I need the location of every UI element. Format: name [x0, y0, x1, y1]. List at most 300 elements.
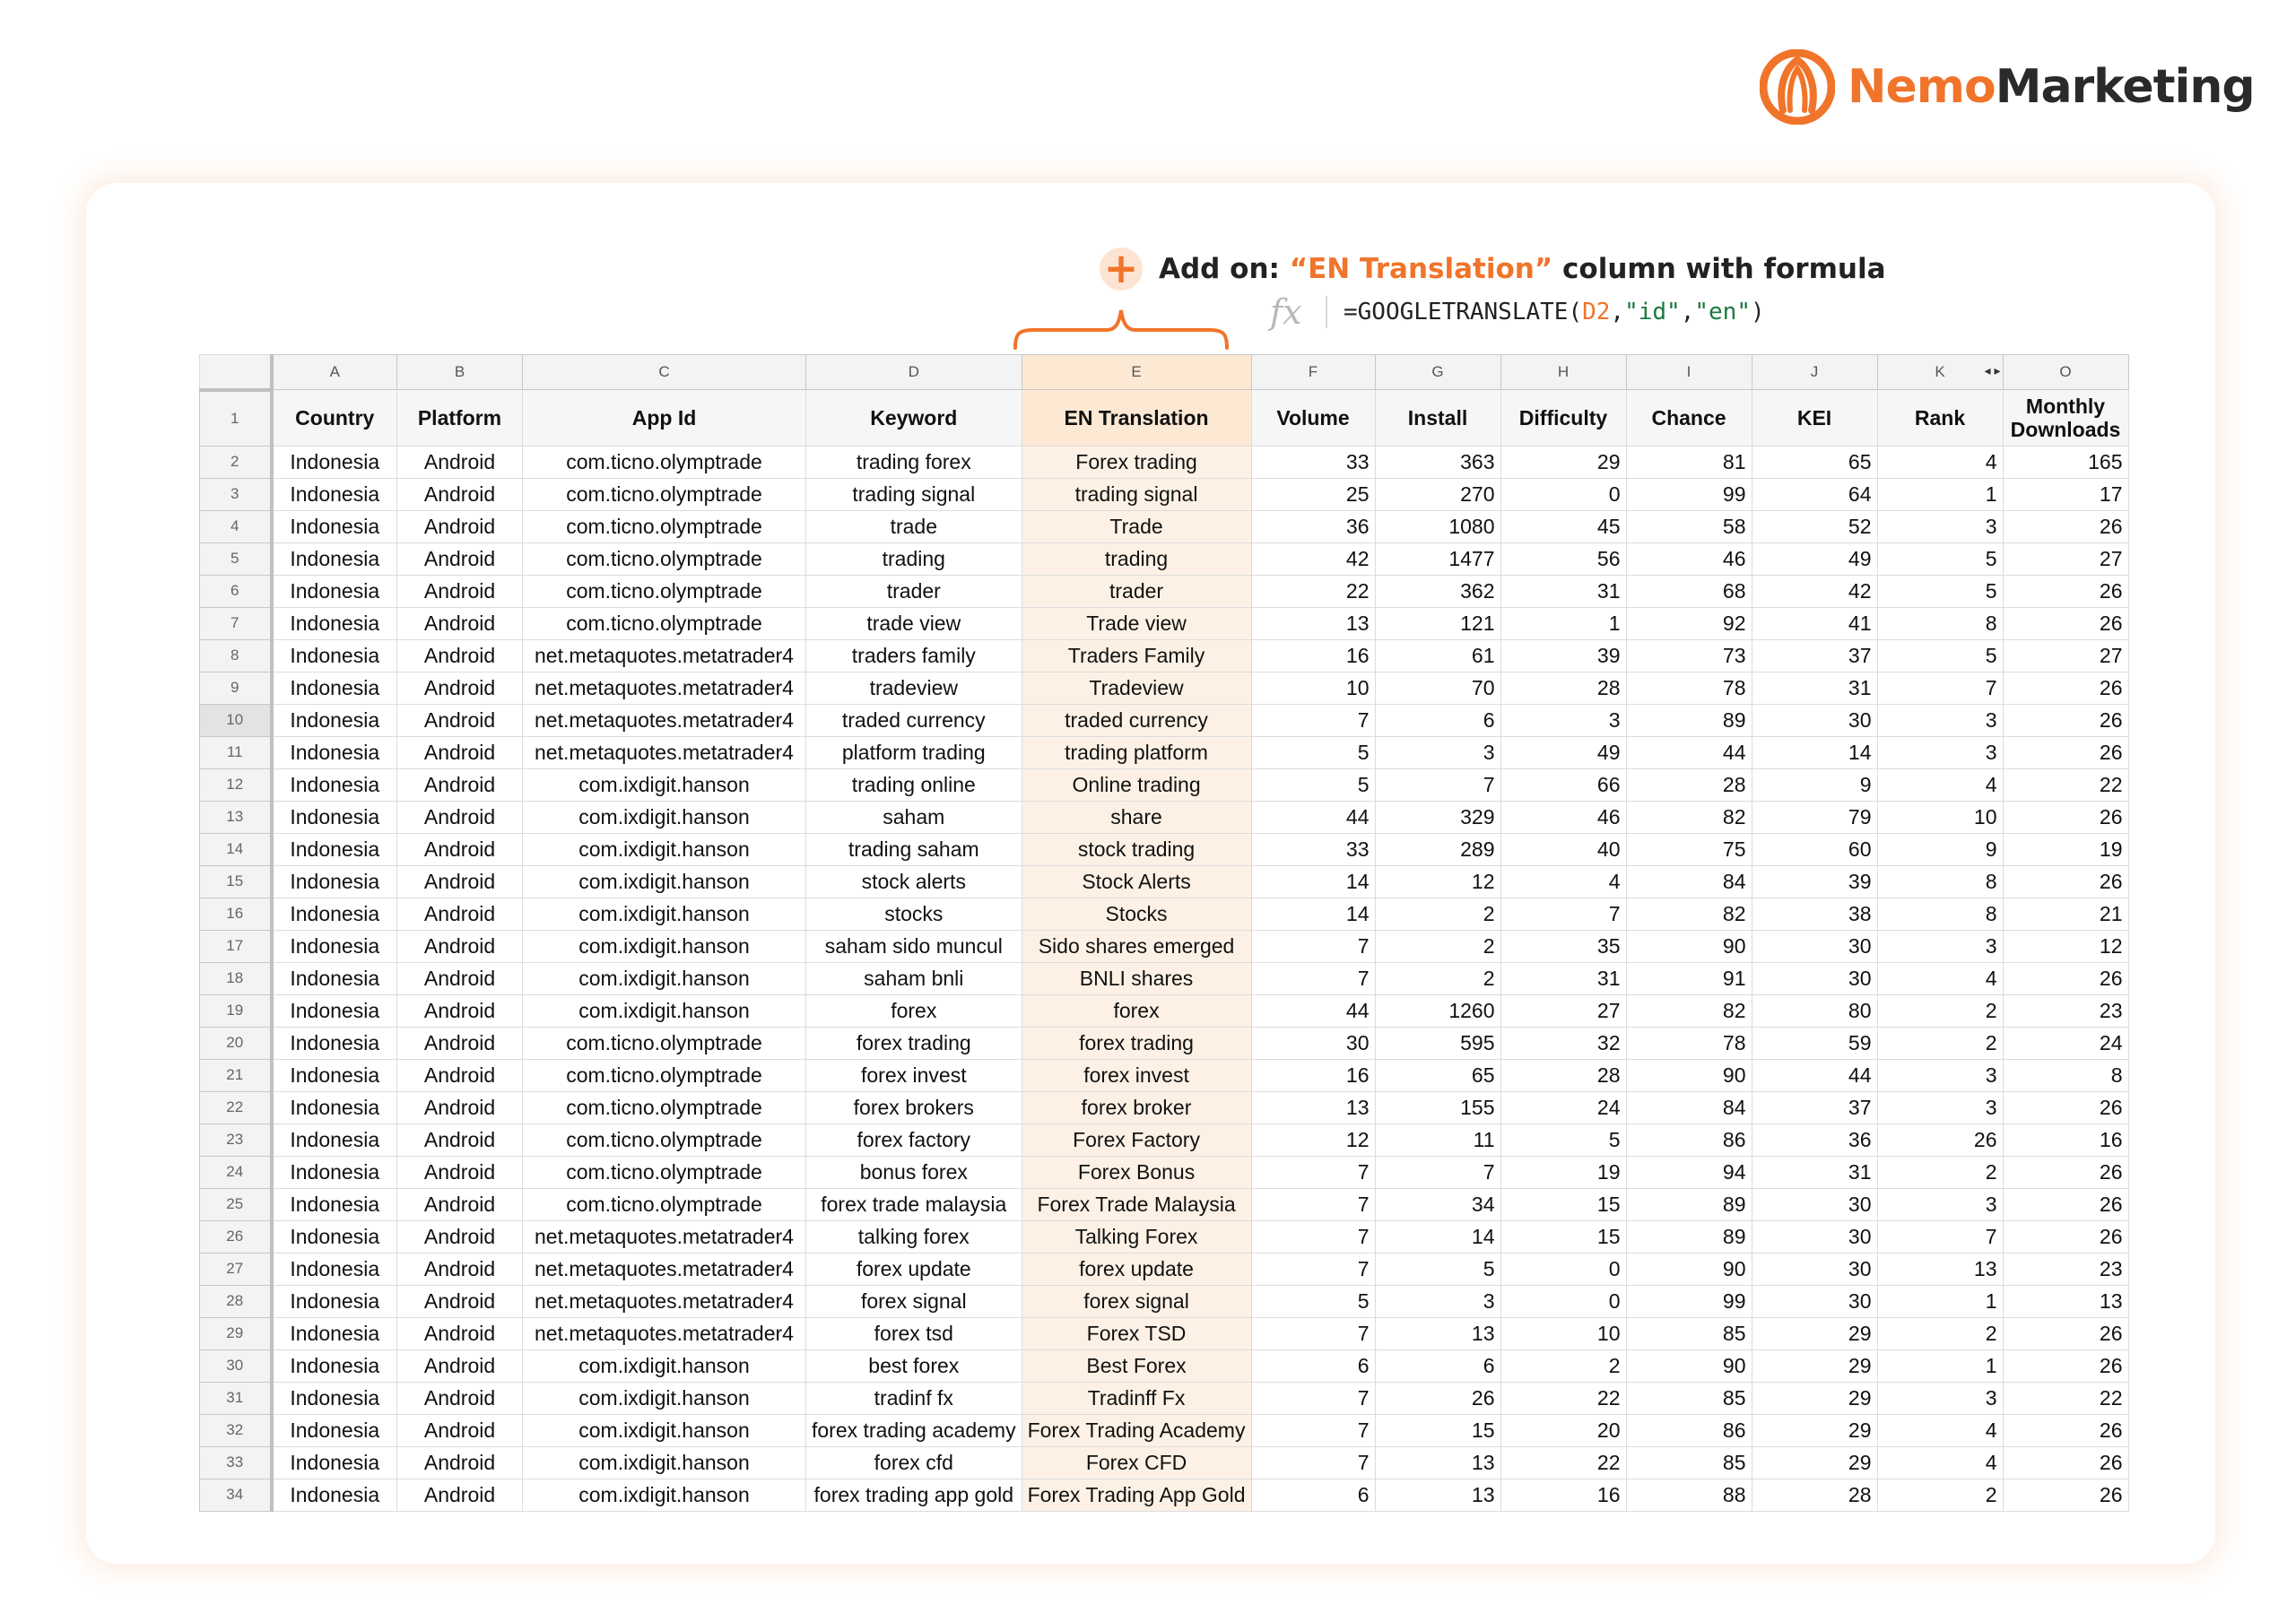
cell-rank[interactable]: 5	[1877, 542, 2003, 575]
cell-chance[interactable]: 89	[1626, 1188, 1752, 1220]
cell-country[interactable]: Indonesia	[272, 1188, 397, 1220]
cell-volume[interactable]: 16	[1251, 639, 1375, 672]
row-number[interactable]: 24	[200, 1156, 272, 1188]
cell-volume[interactable]: 7	[1251, 930, 1375, 962]
cell-platform[interactable]: Android	[397, 1059, 523, 1091]
formula-text[interactable]	[1344, 299, 1765, 325]
cell-monthly-downloads[interactable]: 22	[2003, 1382, 2128, 1414]
cell-chance[interactable]: 90	[1626, 1059, 1752, 1091]
row-number[interactable]: 13	[200, 801, 272, 833]
cell-rank[interactable]: 3	[1877, 1382, 2003, 1414]
row-number[interactable]: 22	[200, 1091, 272, 1124]
cell-platform[interactable]: Android	[397, 1349, 523, 1382]
cell-platform[interactable]: Android	[397, 736, 523, 768]
cell-rank[interactable]: 26	[1877, 1124, 2003, 1156]
cell-platform[interactable]: Android	[397, 607, 523, 639]
cell-en-translation[interactable]: Tradeview	[1022, 672, 1251, 704]
cell-platform[interactable]: Android	[397, 1220, 523, 1253]
row-number[interactable]: 32	[200, 1414, 272, 1446]
row-number[interactable]: 19	[200, 994, 272, 1027]
cell-app-id[interactable]: com.ticno.olymptrade	[523, 1156, 806, 1188]
cell-chance[interactable]: 90	[1626, 1253, 1752, 1285]
cell-keyword[interactable]: forex trade malaysia	[806, 1188, 1022, 1220]
cell-chance[interactable]: 68	[1626, 575, 1752, 607]
cell-country[interactable]: Indonesia	[272, 478, 397, 510]
cell-install[interactable]: 70	[1375, 672, 1500, 704]
select-all-corner[interactable]	[200, 355, 272, 390]
cell-install[interactable]: 3	[1375, 736, 1500, 768]
cell-volume[interactable]: 7	[1251, 704, 1375, 736]
header-kei[interactable]: KEI	[1752, 390, 1877, 447]
cell-platform[interactable]: Android	[397, 930, 523, 962]
row-number[interactable]: 29	[200, 1317, 272, 1349]
cell-chance[interactable]: 92	[1626, 607, 1752, 639]
cell-chance[interactable]: 99	[1626, 478, 1752, 510]
cell-platform[interactable]: Android	[397, 478, 523, 510]
cell-app-id[interactable]: net.metaquotes.metatrader4	[523, 1317, 806, 1349]
cell-chance[interactable]: 85	[1626, 1446, 1752, 1479]
cell-platform[interactable]: Android	[397, 1188, 523, 1220]
cell-volume[interactable]: 13	[1251, 607, 1375, 639]
cell-rank[interactable]: 4	[1877, 962, 2003, 994]
cell-chance[interactable]: 78	[1626, 1027, 1752, 1059]
cell-kei[interactable]: 59	[1752, 1027, 1877, 1059]
cell-country[interactable]: Indonesia	[272, 1414, 397, 1446]
cell-kei[interactable]: 41	[1752, 607, 1877, 639]
cell-install[interactable]: 11	[1375, 1124, 1500, 1156]
cell-country[interactable]: Indonesia	[272, 1156, 397, 1188]
cell-en-translation[interactable]: forex trading	[1022, 1027, 1251, 1059]
cell-country[interactable]: Indonesia	[272, 833, 397, 865]
cell-platform[interactable]: Android	[397, 801, 523, 833]
cell-volume[interactable]: 12	[1251, 1124, 1375, 1156]
cell-country[interactable]: Indonesia	[272, 542, 397, 575]
cell-en-translation[interactable]: Forex trading	[1022, 446, 1251, 478]
cell-keyword[interactable]: traders family	[806, 639, 1022, 672]
cell-volume[interactable]: 6	[1251, 1349, 1375, 1382]
cell-difficulty[interactable]: 39	[1500, 639, 1626, 672]
cell-keyword[interactable]: tradinf fx	[806, 1382, 1022, 1414]
cell-app-id[interactable]: com.ixdigit.hanson	[523, 865, 806, 898]
cell-app-id[interactable]: net.metaquotes.metatrader4	[523, 1285, 806, 1317]
col-letter-k[interactable]: K ◂ ▸	[1877, 355, 2003, 390]
cell-keyword[interactable]: forex trading academy	[806, 1414, 1022, 1446]
cell-kei[interactable]: 79	[1752, 801, 1877, 833]
cell-app-id[interactable]: com.ixdigit.hanson	[523, 768, 806, 801]
cell-kei[interactable]: 42	[1752, 575, 1877, 607]
cell-app-id[interactable]: com.ixdigit.hanson	[523, 1446, 806, 1479]
cell-install[interactable]: 12	[1375, 865, 1500, 898]
cell-volume[interactable]: 33	[1251, 446, 1375, 478]
cell-volume[interactable]: 22	[1251, 575, 1375, 607]
cell-keyword[interactable]: trade view	[806, 607, 1022, 639]
cell-country[interactable]: Indonesia	[272, 962, 397, 994]
cell-en-translation[interactable]: trading	[1022, 542, 1251, 575]
cell-platform[interactable]: Android	[397, 1124, 523, 1156]
cell-monthly-downloads[interactable]: 26	[2003, 1479, 2128, 1511]
col-letter-c[interactable]: C	[523, 355, 806, 390]
cell-monthly-downloads[interactable]: 26	[2003, 1091, 2128, 1124]
cell-platform[interactable]: Android	[397, 833, 523, 865]
cell-en-translation[interactable]: Traders Family	[1022, 639, 1251, 672]
cell-keyword[interactable]: saham sido muncul	[806, 930, 1022, 962]
cell-install[interactable]: 1477	[1375, 542, 1500, 575]
cell-install[interactable]: 6	[1375, 1349, 1500, 1382]
cell-en-translation[interactable]: forex update	[1022, 1253, 1251, 1285]
cell-keyword[interactable]: stock alerts	[806, 865, 1022, 898]
cell-rank[interactable]: 5	[1877, 575, 2003, 607]
cell-install[interactable]: 65	[1375, 1059, 1500, 1091]
cell-volume[interactable]: 7	[1251, 1414, 1375, 1446]
cell-kei[interactable]: 29	[1752, 1349, 1877, 1382]
cell-kei[interactable]: 49	[1752, 542, 1877, 575]
cell-difficulty[interactable]: 66	[1500, 768, 1626, 801]
cell-keyword[interactable]: traded currency	[806, 704, 1022, 736]
cell-keyword[interactable]: forex update	[806, 1253, 1022, 1285]
cell-keyword[interactable]: tradeview	[806, 672, 1022, 704]
cell-monthly-downloads[interactable]: 26	[2003, 1414, 2128, 1446]
header-app-id[interactable]: App Id	[523, 390, 806, 447]
cell-en-translation[interactable]: forex signal	[1022, 1285, 1251, 1317]
cell-volume[interactable]: 7	[1251, 1446, 1375, 1479]
cell-app-id[interactable]: com.ixdigit.hanson	[523, 1479, 806, 1511]
cell-rank[interactable]: 8	[1877, 607, 2003, 639]
cell-kei[interactable]: 80	[1752, 994, 1877, 1027]
cell-rank[interactable]: 4	[1877, 1414, 2003, 1446]
cell-en-translation[interactable]: traded currency	[1022, 704, 1251, 736]
row-number[interactable]: 9	[200, 672, 272, 704]
cell-country[interactable]: Indonesia	[272, 994, 397, 1027]
cell-app-id[interactable]: com.ticno.olymptrade	[523, 542, 806, 575]
cell-install[interactable]: 13	[1375, 1317, 1500, 1349]
cell-kei[interactable]: 39	[1752, 865, 1877, 898]
row-number[interactable]: 14	[200, 833, 272, 865]
cell-app-id[interactable]: net.metaquotes.metatrader4	[523, 672, 806, 704]
cell-install[interactable]: 289	[1375, 833, 1500, 865]
cell-keyword[interactable]: saham	[806, 801, 1022, 833]
cell-en-translation[interactable]: trading signal	[1022, 478, 1251, 510]
cell-country[interactable]: Indonesia	[272, 801, 397, 833]
row-number[interactable]: 8	[200, 639, 272, 672]
cell-install[interactable]: 2	[1375, 930, 1500, 962]
cell-country[interactable]: Indonesia	[272, 1059, 397, 1091]
cell-en-translation[interactable]: share	[1022, 801, 1251, 833]
cell-keyword[interactable]: forex brokers	[806, 1091, 1022, 1124]
cell-en-translation[interactable]: Sido shares emerged	[1022, 930, 1251, 962]
cell-keyword[interactable]: forex tsd	[806, 1317, 1022, 1349]
cell-keyword[interactable]: platform trading	[806, 736, 1022, 768]
cell-platform[interactable]: Android	[397, 768, 523, 801]
cell-country[interactable]: Indonesia	[272, 1382, 397, 1414]
cell-app-id[interactable]: com.ticno.olymptrade	[523, 446, 806, 478]
cell-platform[interactable]: Android	[397, 542, 523, 575]
cell-kei[interactable]: 52	[1752, 510, 1877, 542]
cell-country[interactable]: Indonesia	[272, 1027, 397, 1059]
header-en-translation[interactable]: EN Translation	[1022, 390, 1251, 447]
cell-rank[interactable]: 8	[1877, 898, 2003, 930]
cell-platform[interactable]: Android	[397, 1479, 523, 1511]
col-letter-b[interactable]: B	[397, 355, 523, 390]
cell-volume[interactable]: 5	[1251, 1285, 1375, 1317]
row-number[interactable]: 16	[200, 898, 272, 930]
cell-install[interactable]: 2	[1375, 962, 1500, 994]
cell-difficulty[interactable]: 27	[1500, 994, 1626, 1027]
cell-install[interactable]: 362	[1375, 575, 1500, 607]
cell-platform[interactable]: Android	[397, 1156, 523, 1188]
col-letter-j[interactable]: J	[1752, 355, 1877, 390]
cell-app-id[interactable]: net.metaquotes.metatrader4	[523, 1253, 806, 1285]
cell-install[interactable]: 270	[1375, 478, 1500, 510]
cell-rank[interactable]: 4	[1877, 1446, 2003, 1479]
cell-country[interactable]: Indonesia	[272, 672, 397, 704]
cell-app-id[interactable]: com.ixdigit.hanson	[523, 833, 806, 865]
cell-rank[interactable]: 2	[1877, 1156, 2003, 1188]
row-number[interactable]: 23	[200, 1124, 272, 1156]
cell-chance[interactable]: 89	[1626, 704, 1752, 736]
cell-country[interactable]: Indonesia	[272, 575, 397, 607]
col-letter-a[interactable]: A	[272, 355, 397, 390]
cell-install[interactable]: 3	[1375, 1285, 1500, 1317]
cell-volume[interactable]: 44	[1251, 801, 1375, 833]
col-letter-g[interactable]: G	[1375, 355, 1500, 390]
cell-install[interactable]: 34	[1375, 1188, 1500, 1220]
cell-platform[interactable]: Android	[397, 865, 523, 898]
cell-chance[interactable]: 58	[1626, 510, 1752, 542]
cell-app-id[interactable]: com.ixdigit.hanson	[523, 962, 806, 994]
cell-en-translation[interactable]: Forex Bonus	[1022, 1156, 1251, 1188]
cell-kei[interactable]: 30	[1752, 1220, 1877, 1253]
row-number[interactable]: 5	[200, 542, 272, 575]
cell-difficulty[interactable]: 35	[1500, 930, 1626, 962]
row-number[interactable]: 18	[200, 962, 272, 994]
cell-app-id[interactable]: net.metaquotes.metatrader4	[523, 1220, 806, 1253]
cell-country[interactable]: Indonesia	[272, 1479, 397, 1511]
cell-volume[interactable]: 25	[1251, 478, 1375, 510]
cell-chance[interactable]: 28	[1626, 768, 1752, 801]
cell-en-translation[interactable]: Forex TSD	[1022, 1317, 1251, 1349]
cell-difficulty[interactable]: 15	[1500, 1220, 1626, 1253]
row-number[interactable]: 17	[200, 930, 272, 962]
cell-rank[interactable]: 2	[1877, 1027, 2003, 1059]
cell-kei[interactable]: 31	[1752, 672, 1877, 704]
cell-app-id[interactable]: com.ticno.olymptrade	[523, 607, 806, 639]
row-number[interactable]: 21	[200, 1059, 272, 1091]
cell-app-id[interactable]: com.ticno.olymptrade	[523, 510, 806, 542]
cell-keyword[interactable]: trading saham	[806, 833, 1022, 865]
cell-keyword[interactable]: bonus forex	[806, 1156, 1022, 1188]
cell-volume[interactable]: 5	[1251, 736, 1375, 768]
cell-volume[interactable]: 7	[1251, 1317, 1375, 1349]
cell-keyword[interactable]: trading	[806, 542, 1022, 575]
cell-en-translation[interactable]: trading platform	[1022, 736, 1251, 768]
cell-platform[interactable]: Android	[397, 898, 523, 930]
cell-keyword[interactable]: trading signal	[806, 478, 1022, 510]
cell-platform[interactable]: Android	[397, 1382, 523, 1414]
cell-kei[interactable]: 29	[1752, 1382, 1877, 1414]
row-number[interactable]: 28	[200, 1285, 272, 1317]
cell-volume[interactable]: 7	[1251, 1382, 1375, 1414]
cell-install[interactable]: 13	[1375, 1479, 1500, 1511]
cell-platform[interactable]: Android	[397, 446, 523, 478]
cell-country[interactable]: Indonesia	[272, 446, 397, 478]
cell-rank[interactable]: 3	[1877, 704, 2003, 736]
cell-country[interactable]: Indonesia	[272, 1349, 397, 1382]
row-number[interactable]: 2	[200, 446, 272, 478]
cell-app-id[interactable]: net.metaquotes.metatrader4	[523, 639, 806, 672]
cell-difficulty[interactable]: 3	[1500, 704, 1626, 736]
cell-rank[interactable]: 3	[1877, 736, 2003, 768]
cell-install[interactable]: 14	[1375, 1220, 1500, 1253]
row-number[interactable]: 26	[200, 1220, 272, 1253]
cell-volume[interactable]: 7	[1251, 1253, 1375, 1285]
cell-difficulty[interactable]: 15	[1500, 1188, 1626, 1220]
cell-country[interactable]: Indonesia	[272, 898, 397, 930]
cell-chance[interactable]: 86	[1626, 1414, 1752, 1446]
cell-monthly-downloads[interactable]: 27	[2003, 542, 2128, 575]
cell-country[interactable]: Indonesia	[272, 510, 397, 542]
cell-monthly-downloads[interactable]: 12	[2003, 930, 2128, 962]
cell-rank[interactable]: 13	[1877, 1253, 2003, 1285]
header-chance[interactable]: Chance	[1626, 390, 1752, 447]
cell-kei[interactable]: 29	[1752, 1317, 1877, 1349]
cell-monthly-downloads[interactable]: 26	[2003, 865, 2128, 898]
cell-difficulty[interactable]: 7	[1500, 898, 1626, 930]
cell-rank[interactable]: 10	[1877, 801, 2003, 833]
cell-keyword[interactable]: forex trading	[806, 1027, 1022, 1059]
cell-volume[interactable]: 7	[1251, 1220, 1375, 1253]
cell-kei[interactable]: 60	[1752, 833, 1877, 865]
cell-volume[interactable]: 10	[1251, 672, 1375, 704]
cell-difficulty[interactable]: 1	[1500, 607, 1626, 639]
cell-country[interactable]: Indonesia	[272, 704, 397, 736]
cell-monthly-downloads[interactable]: 26	[2003, 1317, 2128, 1349]
cell-difficulty[interactable]: 29	[1500, 446, 1626, 478]
header-difficulty[interactable]: Difficulty	[1500, 390, 1626, 447]
cell-en-translation[interactable]: Trade view	[1022, 607, 1251, 639]
cell-install[interactable]: 15	[1375, 1414, 1500, 1446]
cell-kei[interactable]: 30	[1752, 962, 1877, 994]
row-number[interactable]: 1	[200, 390, 272, 447]
cell-chance[interactable]: 84	[1626, 1091, 1752, 1124]
cell-volume[interactable]: 13	[1251, 1091, 1375, 1124]
cell-kei[interactable]: 30	[1752, 930, 1877, 962]
row-number[interactable]: 6	[200, 575, 272, 607]
cell-kei[interactable]: 37	[1752, 1091, 1877, 1124]
cell-app-id[interactable]: com.ticno.olymptrade	[523, 478, 806, 510]
cell-chance[interactable]: 85	[1626, 1317, 1752, 1349]
cell-monthly-downloads[interactable]: 19	[2003, 833, 2128, 865]
cell-difficulty[interactable]: 28	[1500, 672, 1626, 704]
cell-install[interactable]: 121	[1375, 607, 1500, 639]
cell-chance[interactable]: 81	[1626, 446, 1752, 478]
cell-difficulty[interactable]: 40	[1500, 833, 1626, 865]
cell-monthly-downloads[interactable]: 26	[2003, 736, 2128, 768]
cell-en-translation[interactable]: Online trading	[1022, 768, 1251, 801]
cell-install[interactable]: 363	[1375, 446, 1500, 478]
cell-rank[interactable]: 2	[1877, 1317, 2003, 1349]
cell-keyword[interactable]: talking forex	[806, 1220, 1022, 1253]
cell-kei[interactable]: 14	[1752, 736, 1877, 768]
cell-app-id[interactable]: net.metaquotes.metatrader4	[523, 704, 806, 736]
cell-rank[interactable]: 7	[1877, 672, 2003, 704]
cell-install[interactable]: 2	[1375, 898, 1500, 930]
cell-install[interactable]: 155	[1375, 1091, 1500, 1124]
cell-kei[interactable]: 65	[1752, 446, 1877, 478]
col-letter-d[interactable]: D	[806, 355, 1022, 390]
row-number[interactable]: 15	[200, 865, 272, 898]
cell-keyword[interactable]: trading forex	[806, 446, 1022, 478]
cell-app-id[interactable]: com.ixdigit.hanson	[523, 1382, 806, 1414]
cell-country[interactable]: Indonesia	[272, 768, 397, 801]
cell-difficulty[interactable]: 32	[1500, 1027, 1626, 1059]
cell-country[interactable]: Indonesia	[272, 1446, 397, 1479]
cell-volume[interactable]: 14	[1251, 865, 1375, 898]
header-volume[interactable]: Volume	[1251, 390, 1375, 447]
cell-rank[interactable]: 3	[1877, 1059, 2003, 1091]
row-number[interactable]: 3	[200, 478, 272, 510]
cell-platform[interactable]: Android	[397, 1414, 523, 1446]
row-number[interactable]: 11	[200, 736, 272, 768]
cell-rank[interactable]: 9	[1877, 833, 2003, 865]
cell-monthly-downloads[interactable]: 26	[2003, 962, 2128, 994]
cell-monthly-downloads[interactable]: 27	[2003, 639, 2128, 672]
cell-monthly-downloads[interactable]: 22	[2003, 768, 2128, 801]
cell-en-translation[interactable]: Forex Trading Academy	[1022, 1414, 1251, 1446]
cell-app-id[interactable]: com.ticno.olymptrade	[523, 575, 806, 607]
cell-chance[interactable]: 46	[1626, 542, 1752, 575]
cell-app-id[interactable]: com.ixdigit.hanson	[523, 1349, 806, 1382]
cell-rank[interactable]: 1	[1877, 478, 2003, 510]
cell-install[interactable]: 5	[1375, 1253, 1500, 1285]
cell-install[interactable]: 26	[1375, 1382, 1500, 1414]
cell-difficulty[interactable]: 10	[1500, 1317, 1626, 1349]
cell-chance[interactable]: 85	[1626, 1382, 1752, 1414]
cell-install[interactable]: 7	[1375, 1156, 1500, 1188]
cell-rank[interactable]: 4	[1877, 768, 2003, 801]
cell-country[interactable]: Indonesia	[272, 930, 397, 962]
cell-chance[interactable]: 94	[1626, 1156, 1752, 1188]
cell-rank[interactable]: 1	[1877, 1349, 2003, 1382]
cell-volume[interactable]: 44	[1251, 994, 1375, 1027]
cell-country[interactable]: Indonesia	[272, 607, 397, 639]
cell-en-translation[interactable]: forex invest	[1022, 1059, 1251, 1091]
cell-monthly-downloads[interactable]: 24	[2003, 1027, 2128, 1059]
cell-monthly-downloads[interactable]: 26	[2003, 672, 2128, 704]
cell-volume[interactable]: 36	[1251, 510, 1375, 542]
cell-difficulty[interactable]: 4	[1500, 865, 1626, 898]
row-number[interactable]: 34	[200, 1479, 272, 1511]
cell-app-id[interactable]: com.ixdigit.hanson	[523, 994, 806, 1027]
cell-platform[interactable]: Android	[397, 1285, 523, 1317]
cell-chance[interactable]: 73	[1626, 639, 1752, 672]
cell-monthly-downloads[interactable]: 26	[2003, 575, 2128, 607]
cell-en-translation[interactable]: trader	[1022, 575, 1251, 607]
cell-en-translation[interactable]: forex	[1022, 994, 1251, 1027]
cell-country[interactable]: Indonesia	[272, 1285, 397, 1317]
cell-en-translation[interactable]: stock trading	[1022, 833, 1251, 865]
cell-kei[interactable]: 38	[1752, 898, 1877, 930]
cell-keyword[interactable]: trading online	[806, 768, 1022, 801]
row-number[interactable]: 33	[200, 1446, 272, 1479]
cell-chance[interactable]: 84	[1626, 865, 1752, 898]
cell-volume[interactable]: 7	[1251, 1188, 1375, 1220]
cell-volume[interactable]: 6	[1251, 1479, 1375, 1511]
cell-kei[interactable]: 36	[1752, 1124, 1877, 1156]
cell-chance[interactable]: 99	[1626, 1285, 1752, 1317]
cell-install[interactable]: 1080	[1375, 510, 1500, 542]
cell-volume[interactable]: 7	[1251, 1156, 1375, 1188]
row-number[interactable]: 20	[200, 1027, 272, 1059]
